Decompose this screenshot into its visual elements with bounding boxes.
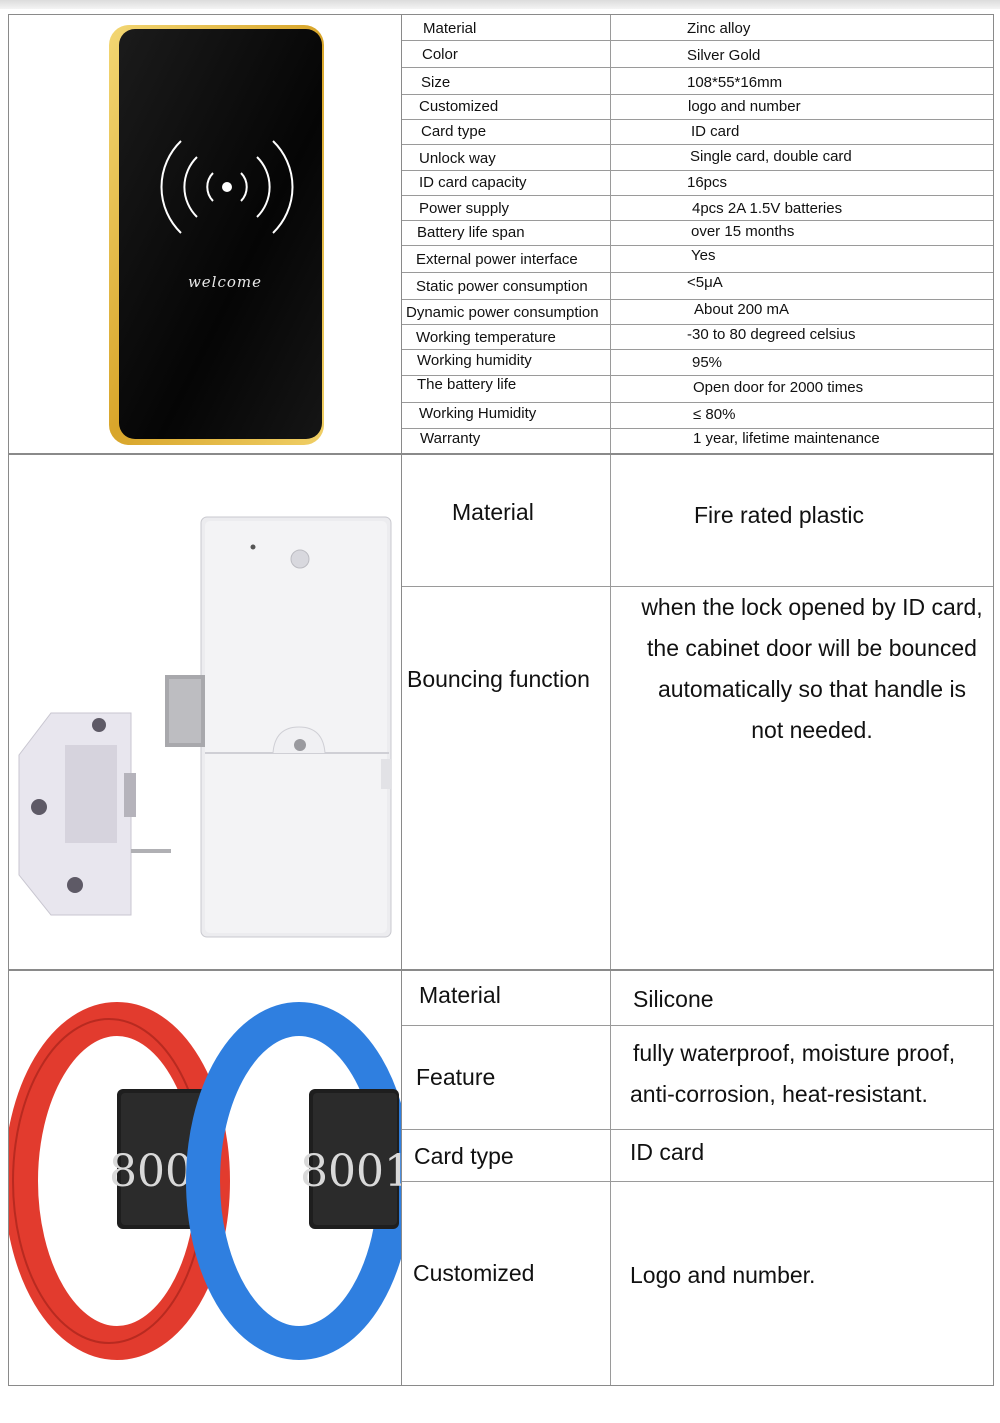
spec-value: Silicone [633, 986, 714, 1012]
spec-value: -30 to 80 degreed celsius [687, 326, 856, 343]
spec-label: Feature [416, 1064, 496, 1090]
spec-label: Static power consumption [416, 278, 588, 295]
spec-value: 108*55*16mm [687, 74, 783, 91]
spec-label: Size [421, 74, 451, 91]
spec-label: Card type [414, 1143, 514, 1169]
spec-section-wristband [8, 970, 994, 1386]
spec-value: over 15 months [691, 223, 795, 240]
spec-value: 16pcs [687, 174, 728, 191]
spec-value: when the lock opened by ID card, the cabinet door will be bounced automatically so that handle is not needed. [641, 594, 983, 743]
table-row [402, 587, 993, 969]
table-row [402, 95, 993, 120]
spec-section-lock [8, 14, 994, 454]
table-row [402, 300, 993, 325]
table-row [402, 15, 993, 41]
spec-label: Material [419, 982, 501, 1008]
spec-value: 95% [692, 354, 723, 371]
table-row [402, 403, 993, 429]
table-row [402, 68, 993, 95]
spec-value: Single card, double card [690, 148, 852, 165]
spec-label: Working humidity [417, 352, 532, 369]
table-row [402, 221, 993, 246]
spec-value: <5μA [687, 274, 723, 291]
spec-label: Warranty [420, 430, 481, 447]
table-row [402, 145, 993, 171]
spec-label: Customized [413, 1260, 535, 1286]
cabinet-lock-spec-table [402, 455, 993, 969]
spec-value: Open door for 2000 times [693, 379, 864, 396]
table-row [402, 196, 993, 221]
spec-value: Silver Gold [687, 47, 761, 64]
table-row [402, 325, 993, 350]
table-row [402, 41, 993, 68]
table-row [402, 273, 993, 300]
spec-value: ID card [691, 123, 740, 140]
table-row [402, 455, 993, 587]
spec-label: Material [423, 20, 477, 37]
top-strip [0, 0, 1000, 9]
table-row [402, 350, 993, 376]
spec-label: Dynamic power consumption [406, 304, 599, 321]
spec-label: Power supply [419, 200, 510, 217]
table-row [402, 1182, 993, 1385]
cabinet-lock-image-cell [9, 455, 402, 969]
electronic-lock-image [9, 15, 401, 453]
table-row [402, 1130, 993, 1182]
spec-value: ID card [630, 1139, 705, 1165]
wristband-spec-table [402, 971, 993, 1385]
spec-value: 4pcs 2A 1.5V batteries [692, 200, 843, 217]
spec-label: Color [422, 46, 458, 63]
spec-label: Card type [421, 123, 487, 140]
spec-label: ID card capacity [419, 174, 527, 191]
spec-label: Unlock way [419, 150, 496, 167]
welcome-label: welcome [187, 273, 263, 291]
table-row [402, 171, 993, 196]
band-number-blue: 8001 [300, 1146, 401, 1197]
table-row [402, 429, 993, 453]
spec-label: Customized [419, 98, 499, 115]
spec-label: The battery life [417, 376, 517, 393]
spec-value-line: anti-corrosion, heat-resistant. [630, 1081, 928, 1107]
spec-value: Fire rated plastic [694, 502, 865, 528]
spec-value: ≤ 80% [693, 406, 736, 423]
spec-section-cabinet-lock [8, 454, 994, 970]
table-row [402, 120, 993, 145]
wristband-image [9, 971, 401, 1385]
spec-value: Yes [691, 247, 716, 264]
spec-label: Working temperature [416, 329, 556, 346]
table-row [402, 376, 993, 403]
table-row [402, 1026, 993, 1130]
lock-spec-table [402, 15, 993, 453]
spec-label: Working Humidity [419, 405, 537, 422]
spec-value: Logo and number. [630, 1262, 816, 1288]
table-row [402, 971, 993, 1026]
lock-image-cell [9, 15, 402, 453]
spec-label: Bouncing function [407, 666, 590, 692]
band-number-red: 8001 [109, 1146, 221, 1197]
spec-value: About 200 mA [694, 301, 790, 318]
spec-label: Battery life span [417, 224, 525, 241]
spec-label: External power interface [416, 251, 578, 268]
table-row [402, 246, 993, 273]
spec-value: Zinc alloy [687, 20, 751, 37]
wristband-image-cell [9, 971, 402, 1385]
spec-value: 1 year, lifetime maintenance [693, 430, 880, 447]
spec-value: logo and number [688, 98, 801, 115]
spec-value-line: fully waterproof, moisture proof, [633, 1040, 956, 1066]
spec-label: Material [452, 499, 534, 525]
cabinet-lock-image [9, 455, 401, 969]
